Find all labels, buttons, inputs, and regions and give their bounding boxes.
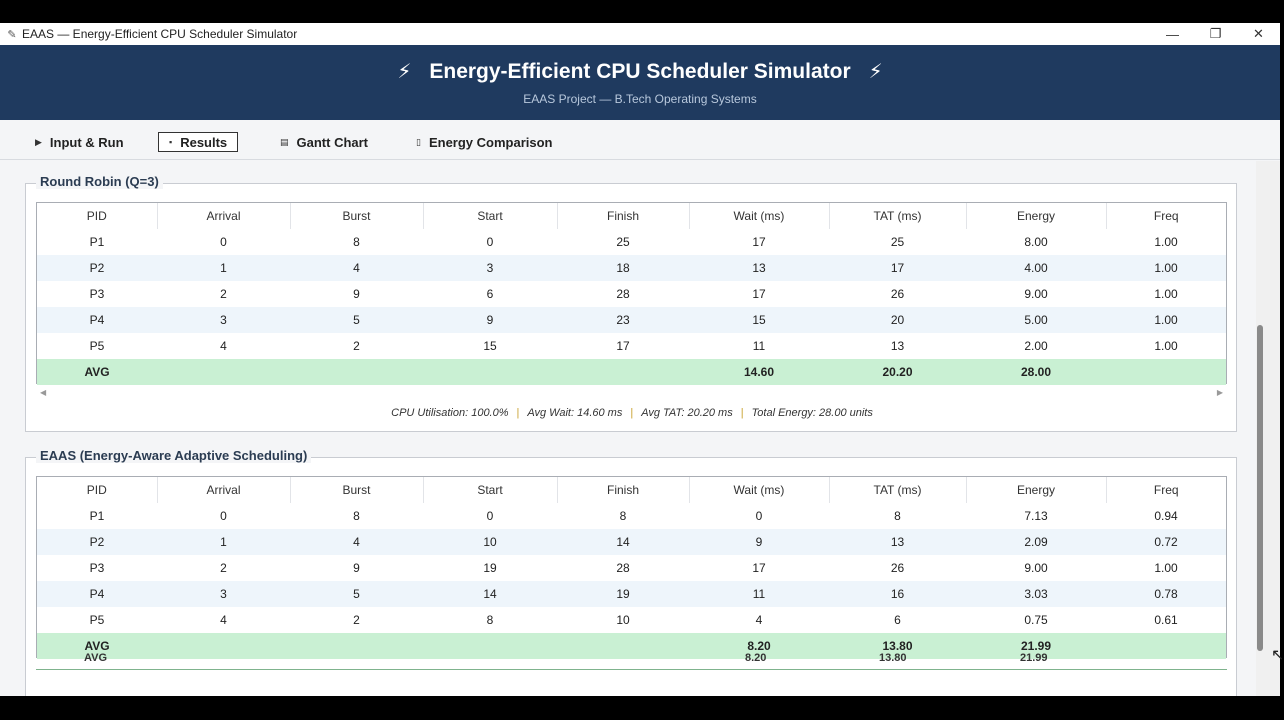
table-cell: 1.00 (1154, 235, 1178, 249)
rr-group (25, 174, 1237, 432)
avg-cell (290, 359, 423, 385)
avg-cell: 8.20 (689, 633, 829, 659)
table-cell: 2 (353, 339, 360, 353)
table-cell: 3 (157, 307, 290, 333)
close-button[interactable]: ✕ (1253, 26, 1264, 41)
avg-cell (423, 633, 557, 659)
avg-cell (557, 633, 689, 659)
avg-cell (157, 359, 290, 385)
col-header[interactable]: Finish (557, 203, 689, 229)
table-cell: 17 (829, 255, 966, 281)
restore-button[interactable]: ❐ (1209, 26, 1222, 41)
avg-cell: AVG (37, 359, 157, 385)
table-cell: 4 (755, 613, 763, 627)
table-cell: P5 (89, 613, 105, 627)
table-cell: 25 (616, 235, 630, 249)
table-cell: 5 (290, 581, 423, 607)
table-cell: 8 (619, 509, 627, 523)
letterbox-bottom (0, 696, 1280, 720)
tab-bar (0, 120, 1280, 160)
table-cell: 10 (423, 529, 557, 555)
table-cell: 13 (829, 529, 966, 555)
table-cell: 8 (353, 235, 360, 249)
window-controls (1151, 23, 1280, 45)
table-cell: 11 (689, 581, 829, 607)
table-cell: 0 (220, 509, 227, 523)
table-cell: 13 (890, 339, 905, 353)
col-header[interactable]: TAT (ms) (829, 477, 966, 503)
table-cell: 26 (890, 287, 905, 301)
table-cell: 9.00 (1024, 287, 1048, 301)
minimize-button[interactable]: — (1166, 26, 1179, 42)
table-cell: 8 (894, 509, 901, 523)
table-cell: 20 (829, 307, 966, 333)
col-header[interactable]: Start (423, 203, 557, 229)
mouse-pointer-icon: ↖ (1271, 647, 1284, 664)
table-cell: 0 (486, 235, 494, 249)
table-cell: 28 (616, 561, 630, 575)
col-header[interactable]: Wait (ms) (689, 203, 829, 229)
table-row[interactable] (37, 581, 1226, 607)
table-row[interactable] (37, 607, 1226, 633)
table-row[interactable] (37, 555, 1226, 581)
title-bar (0, 23, 1280, 45)
avg-cell (157, 633, 290, 659)
table-cell: 5.00 (966, 307, 1106, 333)
avg-cell (1106, 633, 1226, 659)
col-header[interactable]: Freq (1106, 203, 1226, 229)
table-cell: 1.00 (1154, 339, 1178, 353)
table-cell: 2 (220, 561, 227, 575)
vertical-scrollbar[interactable] (1256, 161, 1284, 696)
col-header[interactable]: Wait (ms) (689, 477, 829, 503)
avg-cell: 28.00 (966, 359, 1106, 385)
avg-cell: 13.80 (829, 633, 966, 659)
tab-label: Results (180, 134, 228, 150)
table-cell: 1 (157, 529, 290, 555)
avg-cell (290, 633, 423, 659)
eaas-header-row (37, 477, 1226, 503)
table-cell: 2 (220, 287, 227, 301)
ghost-avg-label: AVG (84, 652, 108, 664)
col-header[interactable]: Burst (290, 477, 423, 503)
table-cell: 14 (423, 581, 557, 607)
tab-label: Gantt Chart (296, 134, 369, 150)
window-title: EAAS — Energy-Efficient CPU Scheduler Simulator (22, 27, 298, 41)
table-cell: 8 (486, 613, 494, 627)
avg-cell (557, 359, 689, 385)
ghost-avg-energy: 21.99 (1020, 652, 1048, 664)
eaas-ghost-avg-row (36, 652, 1227, 670)
table-cell: 11 (752, 339, 766, 353)
table-cell: P5 (89, 339, 105, 353)
table-cell: 0 (486, 509, 494, 523)
col-header[interactable]: PID (37, 203, 157, 229)
tab-label: Energy Comparison (428, 134, 553, 150)
table-cell: 13 (689, 255, 829, 281)
ghost-avg-wait: 8.20 (745, 652, 767, 664)
app-header (0, 45, 1280, 120)
rr-table (36, 202, 1227, 384)
rr-group-title: Round Robin (Q=3) (36, 174, 163, 189)
cpu-utilisation: CPU Utilisation: 100.0% (391, 407, 509, 419)
col-header[interactable]: PID (37, 477, 157, 503)
page-subtitle: EAAS Project — B.Tech Operating Systems (523, 92, 757, 106)
rr-horizontal-scrollbar[interactable] (36, 386, 1227, 400)
col-header[interactable]: Finish (557, 477, 689, 503)
table-cell: 2.00 (1024, 339, 1048, 353)
table-cell: 26 (890, 561, 905, 575)
eaas-table (36, 476, 1227, 658)
eaas-group (25, 448, 1237, 717)
table-cell: 2 (353, 613, 360, 627)
table-cell: 9 (353, 287, 360, 301)
col-header[interactable]: Freq (1106, 477, 1226, 503)
table-cell: 4 (290, 529, 423, 555)
table-cell: 23 (557, 307, 689, 333)
table-cell: 4.00 (966, 255, 1106, 281)
ghost-avg-tat: 13.80 (879, 652, 907, 664)
battery-icon: ▯ (416, 136, 421, 147)
scroll-right-icon[interactable]: ▶ (1216, 388, 1223, 397)
table-cell: 0.61 (1154, 613, 1178, 627)
avg-cell: 21.99 (966, 633, 1106, 659)
table-cell: P2 (37, 255, 157, 281)
table-cell: 15 (483, 339, 497, 353)
table-cell: 3 (423, 255, 557, 281)
tab-gantt-chart[interactable] (270, 131, 378, 153)
table-cell: 9 (353, 561, 360, 575)
table-cell: 1.00 (1106, 255, 1226, 281)
avg-wait: Avg Wait: 14.60 ms (527, 407, 623, 419)
table-cell: 3.03 (966, 581, 1106, 607)
floppy-icon: ▪ (169, 137, 173, 147)
page-title-row (0, 59, 1280, 84)
table-cell: 0.78 (1106, 581, 1226, 607)
table-cell: 1.00 (1106, 307, 1226, 333)
col-header[interactable]: TAT (ms) (829, 203, 966, 229)
col-header[interactable]: Arrival (157, 203, 290, 229)
separator: | (740, 407, 744, 419)
table-cell: 5 (290, 307, 423, 333)
table-cell: 17 (752, 561, 766, 575)
rr-summary (26, 407, 1238, 419)
table-cell: P3 (89, 287, 105, 301)
table-cell: P3 (89, 561, 105, 575)
rr-header-row (37, 203, 1226, 229)
table-cell: 7.13 (1024, 509, 1048, 523)
separator: | (630, 407, 634, 419)
table-cell: P4 (37, 307, 157, 333)
table-row[interactable] (37, 503, 1226, 529)
col-header[interactable]: Start (423, 477, 557, 503)
table-cell: 16 (829, 581, 966, 607)
table-cell: 0 (755, 509, 763, 523)
table-cell: P4 (37, 581, 157, 607)
table-row[interactable] (37, 333, 1226, 359)
col-header[interactable]: Energy (966, 203, 1106, 229)
table-cell: 8.00 (1024, 235, 1048, 249)
avg-cell: AVG (37, 633, 157, 659)
table-cell: 0.94 (1154, 509, 1178, 523)
table-cell: 4 (220, 339, 227, 353)
table-cell: 18 (557, 255, 689, 281)
avg-tat: Avg TAT: 20.20 ms (641, 407, 733, 419)
table-row[interactable] (37, 255, 1226, 281)
app-window (0, 23, 1284, 696)
table-cell: 1.00 (1154, 287, 1178, 301)
table-cell: 3 (157, 581, 290, 607)
scroll-left-icon[interactable]: ◀ (40, 388, 47, 397)
table-cell: P2 (37, 529, 157, 555)
table-row[interactable] (37, 529, 1226, 555)
eaas-group-title: EAAS (Energy-Aware Adaptive Scheduling) (36, 448, 311, 463)
table-cell: 9 (423, 307, 557, 333)
tab-energy-comparison[interactable] (406, 131, 562, 153)
play-icon: ▶ (35, 136, 42, 147)
table-cell: 4 (290, 255, 423, 281)
table-row[interactable] (37, 229, 1226, 255)
table-cell: 0.75 (1024, 613, 1048, 627)
avg-cell (1106, 359, 1226, 385)
scrollbar-thumb[interactable] (1257, 325, 1263, 651)
table-cell: 17 (752, 235, 766, 249)
col-header[interactable]: Burst (290, 203, 423, 229)
table-row[interactable] (37, 281, 1226, 307)
table-cell: 6 (486, 287, 494, 301)
avg-row (37, 359, 1226, 385)
table-cell: P1 (89, 235, 105, 249)
tab-results[interactable] (158, 132, 238, 152)
table-row[interactable] (37, 307, 1226, 333)
separator: | (516, 407, 520, 419)
table-cell: 1 (157, 255, 290, 281)
feather-icon: ✎ (7, 28, 17, 41)
table-cell: 0 (220, 235, 227, 249)
lightning-bolt-icon: ⚡ (868, 61, 883, 83)
table-cell: 9 (689, 529, 829, 555)
chart-icon: ▤ (280, 136, 289, 147)
col-header[interactable]: Arrival (157, 477, 290, 503)
page-title: Energy-Efficient CPU Scheduler Simulator (429, 59, 851, 83)
results-content (0, 161, 1256, 696)
col-header[interactable]: Energy (966, 477, 1106, 503)
table-cell: 8 (353, 509, 360, 523)
tab-label: Input & Run (49, 134, 124, 150)
table-cell: 14 (557, 529, 689, 555)
table-cell: 4 (220, 613, 227, 627)
total-energy: Total Energy: 28.00 units (751, 407, 873, 419)
avg-cell (423, 359, 557, 385)
avg-row (37, 633, 1226, 659)
table-cell: 10 (616, 613, 630, 627)
table-cell: 19 (557, 581, 689, 607)
tab-input-run[interactable] (25, 131, 134, 153)
avg-cell: 20.20 (829, 359, 966, 385)
table-cell: 1.00 (1154, 561, 1178, 575)
letterbox-top (0, 0, 1280, 23)
table-cell: P1 (89, 509, 105, 523)
lightning-bolt-icon: ⚡ (397, 61, 412, 83)
table-cell: 2.09 (966, 529, 1106, 555)
table-cell: 6 (894, 613, 901, 627)
table-cell: 28 (616, 287, 630, 301)
table-cell: 0.72 (1106, 529, 1226, 555)
table-cell: 9.00 (1024, 561, 1048, 575)
avg-cell: 14.60 (689, 359, 829, 385)
table-cell: 25 (890, 235, 905, 249)
table-cell: 19 (483, 561, 497, 575)
table-cell: 17 (616, 339, 630, 353)
table-cell: 15 (689, 307, 829, 333)
table-cell: 17 (752, 287, 766, 301)
